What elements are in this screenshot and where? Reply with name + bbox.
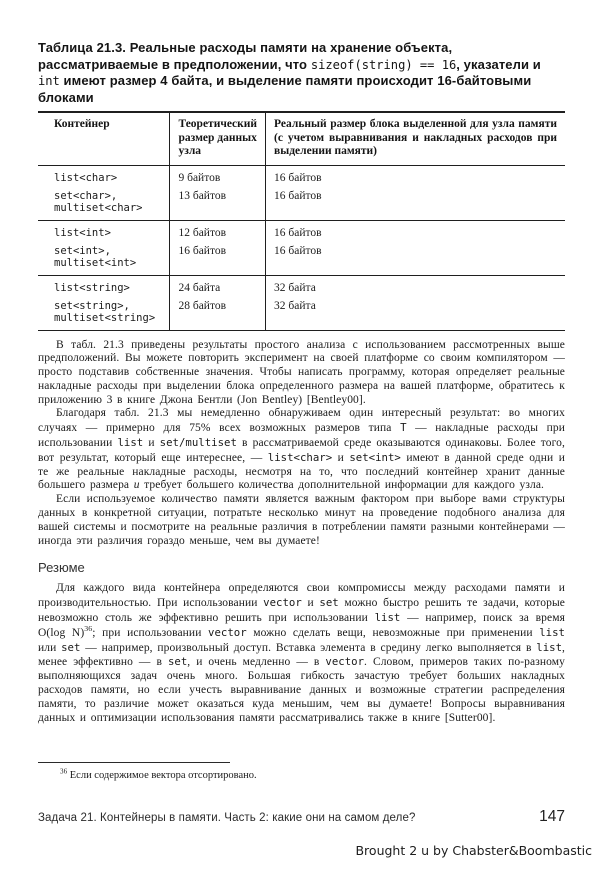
table-header-row <box>38 112 565 165</box>
cell-real-size: 16 байтов <box>274 171 322 184</box>
footnote-rule <box>38 762 230 763</box>
summary-paragraph: Для каждого вида контейнера определяются свои компромиссы между расходами памяти и производительностью. При использовании vector и set можно быстро решить те задачи, которые невозможно столь же эффективно решить при использовании list — например, поиск за время O(log N)$^{36}$; при использовании vector можно сделать вещи, невозможные при применении list или set — например, произвольный доступ. Вставка элемента в средину легко выполняется в list, менее эффективно — в set, и очень медленно — в vector. Словом, примеров таких по-разному выполняющихся задач очень много. Большая гибкость зачастую требует больших накладных расходов памяти, но если учесть выравнивание данных и возможные стратегии распределения памяти, то различие может оказаться куда меньшим, чем вы думаете! Вопросы выравнивания данных и оптимизации использования памяти рассматривались также в книге [Sutter00]. <box>38 582 566 724</box>
inline-code: vector <box>325 655 365 669</box>
inline-text: 36 <box>84 624 93 634</box>
body-text <box>38 339 565 726</box>
cell-theoretical-size: 9 байтов <box>170 165 266 187</box>
inline-text: и <box>133 479 140 492</box>
cell-theoretical-size: 28 байтов <box>170 297 266 331</box>
inline-code: set <box>61 640 81 654</box>
table-row <box>38 165 565 187</box>
cell-real-size: 32 байта <box>274 299 316 312</box>
cell-real-size: 16 байтов <box>274 244 322 257</box>
inline-code: list <box>536 640 563 654</box>
inline-code: T <box>400 421 407 435</box>
inline-code: vector <box>208 625 247 639</box>
cell-real-size: 16 байтов <box>274 189 322 202</box>
paragraph: Благодаря табл. 21.3 мы немедленно обнаруживаем один интересный результат: во многих случаях — примерно для 75% всех возможных размеров типа T — накладные расходы при использовании list и set/multiset в рассматриваемой среде оказываются одинаковы. Более того, вот результат, который еще интереснее, — list<char> и set<int> имеют в данной среде одни и те же реальные накладные расходы, несмотря на то, что последний контейнер хранит данные большего размера и требует большего количества дополнительной информации для каждого узла. <box>38 407 566 492</box>
cell-theoretical-size: 24 байта <box>170 275 266 297</box>
table-row <box>38 275 565 297</box>
cell-container: set<string>, multiset<string> <box>38 297 170 331</box>
memory-table-body <box>38 165 565 330</box>
inline-code: sizeof(string) == 16 <box>310 57 457 72</box>
footnote-marker: 36 <box>60 767 68 776</box>
paragraph: В табл. 21.3 приведены результаты простого анализа с использованием рассмотренных выше предположений. Вы можете повторить эксперимент на своей платформе со своим компилятором — просто подставив собственные значения. Чтобы написать программу, которая определяет реальные накладные расходы при выделении блока определенного размера на вашей платформе, обратитесь к приложению 3 в книге Джона Бентли (Jon Bentley) [Bentley00]. <box>38 338 565 406</box>
footnote <box>38 769 565 782</box>
summary-heading: Резюме <box>38 560 85 576</box>
footnote-block <box>38 762 565 782</box>
column-header-theoretical: Теоретический размер данных узла <box>170 112 266 165</box>
page-content <box>38 0 565 725</box>
inline-code: int <box>38 74 60 88</box>
cell-theoretical-size: 12 байтов <box>170 220 266 242</box>
footnote-text: Если содержимое вектора отсортировано. <box>67 770 257 781</box>
cell-container: set<int>, multiset<int> <box>38 242 170 276</box>
inline-code: list <box>117 436 144 450</box>
footer-title: Задача 21. Контейнеры в памяти. Часть 2: какие они на самом деле? <box>38 812 416 824</box>
watermark: Brought 2 u by Chabster&Boombastic <box>355 843 592 858</box>
cell-theoretical-size: 13 байтов <box>170 187 266 221</box>
inline-code: set <box>167 655 188 669</box>
inline-code: list<char> <box>267 450 333 464</box>
column-header-real: Реальный размер блока выделенной для узла памяти (с учетом выравнивания и накладных расходов при выделении памяти) <box>266 112 565 165</box>
page-number: 147 <box>539 808 565 825</box>
table-caption: Таблица 21.3. Реальные расходы памяти на хранение объекта, рассматриваемые в предположении, что sizeof(string) == 16, указатели и int имеют размер 4 байта, и выделение памяти происходит 16-байтовыми блоками <box>38 40 541 105</box>
table-row <box>38 242 565 276</box>
cell-container: list<char> <box>38 165 170 187</box>
table-row <box>38 220 565 242</box>
table-header <box>38 112 565 165</box>
table-row <box>38 297 565 331</box>
inline-code: set/multiset <box>159 436 237 450</box>
inline-code: list <box>539 625 565 639</box>
paragraph: Если используемое количество памяти является важным фактором при выборе вами структуры данных в конкретной ситуации, потратьте несколько минут на проведение подобного анализа для вашей системы и посмотрите на реальные различия в потреблении памяти разными контейнерами — иногда эти различия гораздо меньше, чем вы думаете! <box>38 493 565 547</box>
cell-container: list<string> <box>38 275 170 297</box>
table-row <box>38 187 565 221</box>
inline-code: vector <box>263 596 302 610</box>
inline-code: list <box>374 611 401 625</box>
cell-container: set<char>, multiset<char> <box>38 187 170 221</box>
cell-theoretical-size: 16 байтов <box>170 242 266 276</box>
inline-code: set<int> <box>349 450 401 464</box>
page-footer <box>38 808 565 826</box>
cell-real-size: 16 байтов <box>266 220 565 242</box>
inline-code: set <box>319 596 339 610</box>
column-header-container: Контейнер <box>38 112 170 165</box>
cell-container: list<int> <box>38 220 170 242</box>
memory-table <box>38 111 565 331</box>
cell-real-size: 32 байта <box>266 275 565 297</box>
